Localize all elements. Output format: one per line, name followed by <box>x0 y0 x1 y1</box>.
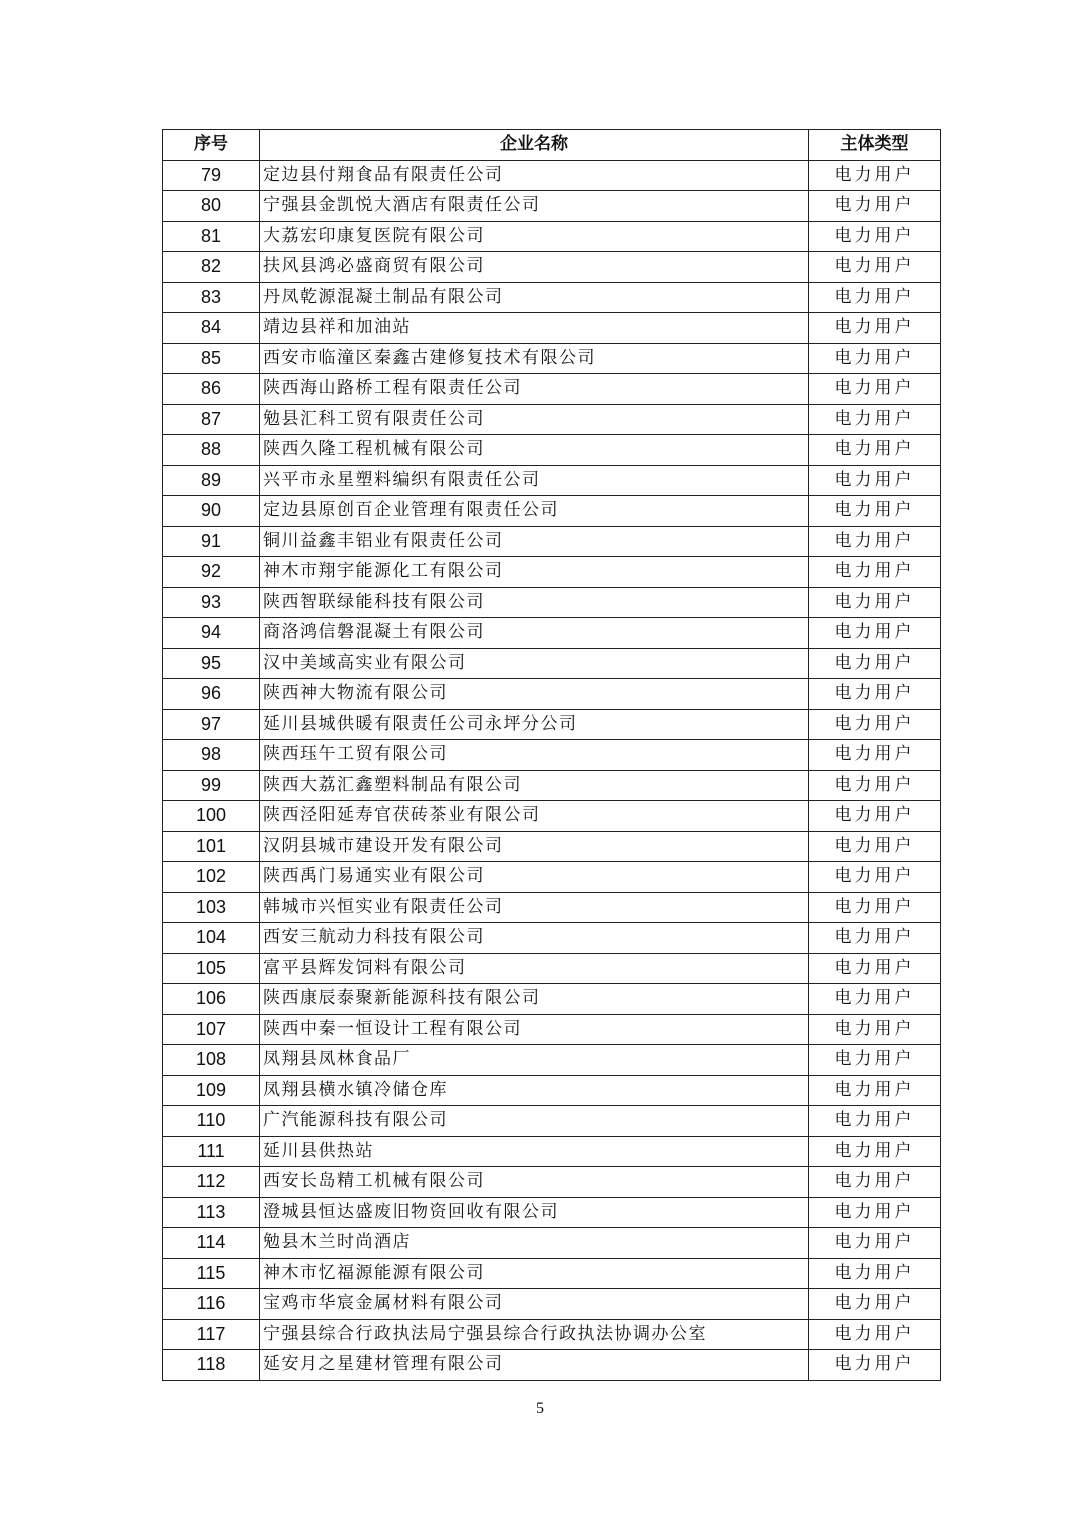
table-row <box>163 587 941 618</box>
table-row <box>163 1136 941 1167</box>
row-index: 94 <box>163 618 260 649</box>
row-company-name: 韩城市兴恒实业有限责任公司 <box>260 892 809 923</box>
table-row <box>163 953 941 984</box>
header-index: 序号 <box>163 130 260 161</box>
row-company-name: 神木市翔宇能源化工有限公司 <box>260 557 809 588</box>
row-company-name: 西安市临潼区秦鑫古建修复技术有限公司 <box>260 343 809 374</box>
row-entity-type: 电力用户 <box>809 770 941 801</box>
table-row <box>163 252 941 283</box>
table-row <box>163 892 941 923</box>
row-entity-type: 电力用户 <box>809 526 941 557</box>
table-row <box>163 282 941 313</box>
row-company-name: 凤翔县横水镇冷储仓库 <box>260 1075 809 1106</box>
row-company-name: 陕西珏午工贸有限公司 <box>260 740 809 771</box>
row-company-name: 汉中美域高实业有限公司 <box>260 648 809 679</box>
row-company-name: 靖边县祥和加油站 <box>260 313 809 344</box>
header-company-name: 企业名称 <box>260 130 809 161</box>
table-row <box>163 313 941 344</box>
row-company-name: 陕西泾阳延寿官茯砖茶业有限公司 <box>260 801 809 832</box>
row-entity-type: 电力用户 <box>809 862 941 893</box>
row-entity-type: 电力用户 <box>809 1106 941 1137</box>
row-entity-type: 电力用户 <box>809 1075 941 1106</box>
row-company-name: 陕西海山路桥工程有限责任公司 <box>260 374 809 405</box>
row-entity-type: 电力用户 <box>809 252 941 283</box>
row-entity-type: 电力用户 <box>809 740 941 771</box>
row-company-name: 扶风县鸿必盛商贸有限公司 <box>260 252 809 283</box>
row-entity-type: 电力用户 <box>809 923 941 954</box>
table-row <box>163 801 941 832</box>
row-entity-type: 电力用户 <box>809 587 941 618</box>
row-index: 93 <box>163 587 260 618</box>
table-row <box>163 1106 941 1137</box>
row-company-name: 陕西禹门易通实业有限公司 <box>260 862 809 893</box>
row-index: 86 <box>163 374 260 405</box>
row-index: 79 <box>163 160 260 191</box>
row-index: 109 <box>163 1075 260 1106</box>
row-index: 107 <box>163 1014 260 1045</box>
row-company-name: 陕西久隆工程机械有限公司 <box>260 435 809 466</box>
table-row <box>163 435 941 466</box>
row-company-name: 西安长岛精工机械有限公司 <box>260 1167 809 1198</box>
table-row <box>163 1350 941 1381</box>
row-entity-type: 电力用户 <box>809 648 941 679</box>
row-index: 118 <box>163 1350 260 1381</box>
row-index: 82 <box>163 252 260 283</box>
row-index: 108 <box>163 1045 260 1076</box>
table-row <box>163 923 941 954</box>
row-entity-type: 电力用户 <box>809 343 941 374</box>
row-index: 92 <box>163 557 260 588</box>
row-entity-type: 电力用户 <box>809 1228 941 1259</box>
header-row <box>163 130 941 161</box>
table-row <box>163 984 941 1015</box>
table-row <box>163 191 941 222</box>
table-row <box>163 374 941 405</box>
row-entity-type: 电力用户 <box>809 984 941 1015</box>
table-header <box>163 130 941 161</box>
row-company-name: 宝鸡市华宸金属材料有限公司 <box>260 1289 809 1320</box>
row-company-name: 西安三航动力科技有限公司 <box>260 923 809 954</box>
table-row <box>163 160 941 191</box>
page-number: 5 <box>536 1400 544 1417</box>
row-index: 84 <box>163 313 260 344</box>
row-entity-type: 电力用户 <box>809 709 941 740</box>
row-index: 89 <box>163 465 260 496</box>
row-company-name: 铜川益鑫丰铝业有限责任公司 <box>260 526 809 557</box>
table-row <box>163 526 941 557</box>
row-entity-type: 电力用户 <box>809 1350 941 1381</box>
row-index: 91 <box>163 526 260 557</box>
row-index: 96 <box>163 679 260 710</box>
row-index: 104 <box>163 923 260 954</box>
row-company-name: 大荔宏印康复医院有限公司 <box>260 221 809 252</box>
row-entity-type: 电力用户 <box>809 618 941 649</box>
row-entity-type: 电力用户 <box>809 557 941 588</box>
row-company-name: 勉县木兰时尚酒店 <box>260 1228 809 1259</box>
table-row <box>163 1289 941 1320</box>
row-index: 99 <box>163 770 260 801</box>
row-company-name: 陕西中秦一恒设计工程有限公司 <box>260 1014 809 1045</box>
table-row <box>163 1167 941 1198</box>
row-company-name: 商洛鸿信磐混凝土有限公司 <box>260 618 809 649</box>
row-company-name: 宁强县金凯悦大酒店有限责任公司 <box>260 191 809 222</box>
row-index: 103 <box>163 892 260 923</box>
row-entity-type: 电力用户 <box>809 160 941 191</box>
row-entity-type: 电力用户 <box>809 953 941 984</box>
row-index: 85 <box>163 343 260 374</box>
table-row <box>163 618 941 649</box>
row-company-name: 广汽能源科技有限公司 <box>260 1106 809 1137</box>
row-company-name: 凤翔县凤林食品厂 <box>260 1045 809 1076</box>
row-company-name: 陕西康辰泰聚新能源科技有限公司 <box>260 984 809 1015</box>
row-index: 83 <box>163 282 260 313</box>
row-entity-type: 电力用户 <box>809 679 941 710</box>
row-index: 111 <box>163 1136 260 1167</box>
row-entity-type: 电力用户 <box>809 374 941 405</box>
row-company-name: 勉县汇科工贸有限责任公司 <box>260 404 809 435</box>
row-company-name: 延安月之星建材管理有限公司 <box>260 1350 809 1381</box>
row-index: 114 <box>163 1228 260 1259</box>
table-row <box>163 831 941 862</box>
table-row <box>163 740 941 771</box>
row-company-name: 陕西智联绿能科技有限公司 <box>260 587 809 618</box>
table-row <box>163 404 941 435</box>
row-company-name: 延川县城供暖有限责任公司永坪分公司 <box>260 709 809 740</box>
row-index: 81 <box>163 221 260 252</box>
row-entity-type: 电力用户 <box>809 1197 941 1228</box>
row-entity-type: 电力用户 <box>809 435 941 466</box>
table-row <box>163 1197 941 1228</box>
table-row <box>163 1258 941 1289</box>
row-index: 102 <box>163 862 260 893</box>
row-entity-type: 电力用户 <box>809 1258 941 1289</box>
row-entity-type: 电力用户 <box>809 1319 941 1350</box>
row-index: 87 <box>163 404 260 435</box>
row-index: 90 <box>163 496 260 527</box>
table-row <box>163 648 941 679</box>
table-row <box>163 496 941 527</box>
table-row <box>163 709 941 740</box>
row-index: 100 <box>163 801 260 832</box>
header-entity-type: 主体类型 <box>809 130 941 161</box>
table-row <box>163 1319 941 1350</box>
row-entity-type: 电力用户 <box>809 1136 941 1167</box>
row-company-name: 神木市忆福源能源有限公司 <box>260 1258 809 1289</box>
row-entity-type: 电力用户 <box>809 191 941 222</box>
table-row <box>163 221 941 252</box>
row-entity-type: 电力用户 <box>809 801 941 832</box>
row-company-name: 汉阴县城市建设开发有限公司 <box>260 831 809 862</box>
table-row <box>163 1075 941 1106</box>
row-entity-type: 电力用户 <box>809 465 941 496</box>
table-row <box>163 557 941 588</box>
row-index: 116 <box>163 1289 260 1320</box>
row-entity-type: 电力用户 <box>809 313 941 344</box>
row-index: 88 <box>163 435 260 466</box>
table-row <box>163 1014 941 1045</box>
row-company-name: 定边县付翔食品有限责任公司 <box>260 160 809 191</box>
row-entity-type: 电力用户 <box>809 221 941 252</box>
row-entity-type: 电力用户 <box>809 1289 941 1320</box>
row-index: 80 <box>163 191 260 222</box>
row-index: 113 <box>163 1197 260 1228</box>
row-index: 95 <box>163 648 260 679</box>
row-index: 105 <box>163 953 260 984</box>
row-entity-type: 电力用户 <box>809 496 941 527</box>
row-entity-type: 电力用户 <box>809 892 941 923</box>
row-company-name: 延川县供热站 <box>260 1136 809 1167</box>
row-company-name: 澄城县恒达盛废旧物资回收有限公司 <box>260 1197 809 1228</box>
row-company-name: 兴平市永星塑料编织有限责任公司 <box>260 465 809 496</box>
row-index: 117 <box>163 1319 260 1350</box>
row-entity-type: 电力用户 <box>809 1045 941 1076</box>
row-index: 97 <box>163 709 260 740</box>
row-index: 112 <box>163 1167 260 1198</box>
row-company-name: 定边县原创百企业管理有限责任公司 <box>260 496 809 527</box>
table-body <box>163 160 941 1380</box>
row-index: 115 <box>163 1258 260 1289</box>
row-index: 101 <box>163 831 260 862</box>
table-row <box>163 343 941 374</box>
row-company-name: 陕西神大物流有限公司 <box>260 679 809 710</box>
table-row <box>163 1228 941 1259</box>
table-row <box>163 1045 941 1076</box>
table-row <box>163 770 941 801</box>
table-row <box>163 465 941 496</box>
row-entity-type: 电力用户 <box>809 282 941 313</box>
row-entity-type: 电力用户 <box>809 1014 941 1045</box>
table-row <box>163 679 941 710</box>
row-company-name: 富平县辉发饲料有限公司 <box>260 953 809 984</box>
row-entity-type: 电力用户 <box>809 404 941 435</box>
row-company-name: 丹凤乾源混凝土制品有限公司 <box>260 282 809 313</box>
table-row <box>163 862 941 893</box>
row-entity-type: 电力用户 <box>809 831 941 862</box>
row-entity-type: 电力用户 <box>809 1167 941 1198</box>
row-company-name: 宁强县综合行政执法局宁强县综合行政执法协调办公室 <box>260 1319 809 1350</box>
row-index: 110 <box>163 1106 260 1137</box>
row-index: 106 <box>163 984 260 1015</box>
row-company-name: 陕西大荔汇鑫塑料制品有限公司 <box>260 770 809 801</box>
row-index: 98 <box>163 740 260 771</box>
company-list-table <box>162 129 941 1381</box>
